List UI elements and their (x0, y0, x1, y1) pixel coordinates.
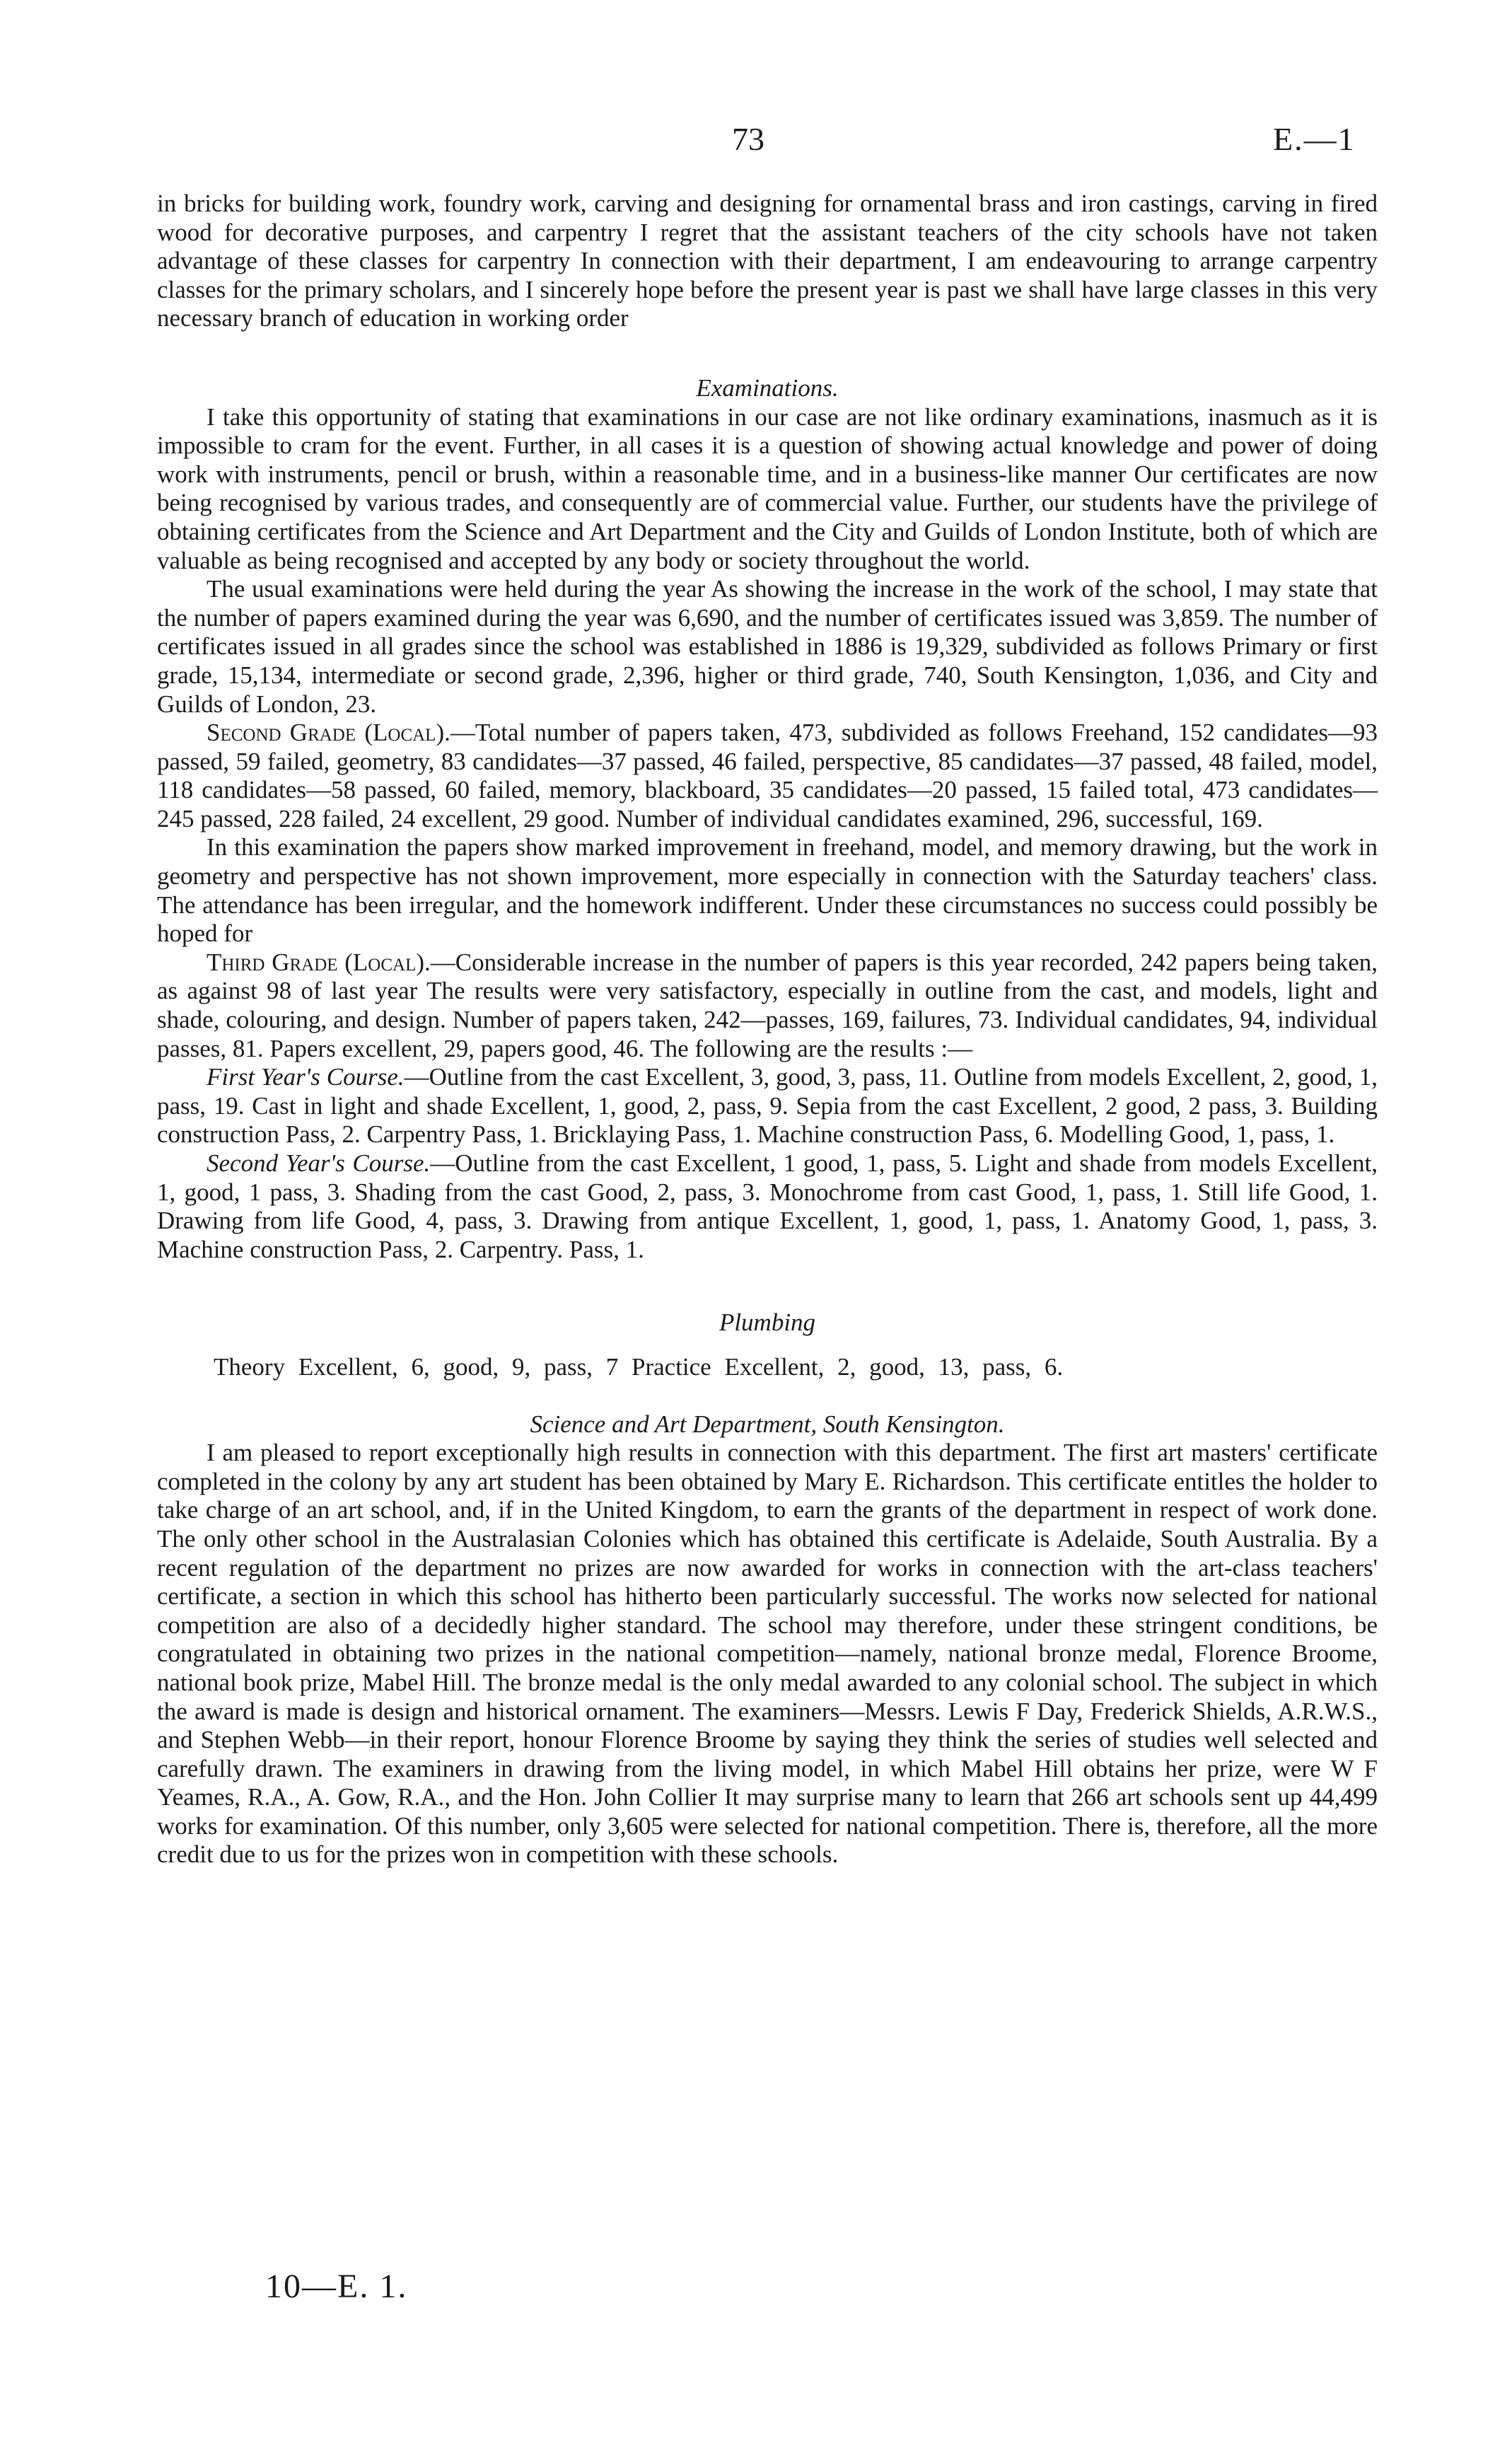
second-grade-paragraph (157, 719, 1378, 833)
first-year-paragraph (157, 1063, 1378, 1149)
page-number: 73 (732, 121, 764, 157)
first-year-label: First Year's Course. (207, 1063, 405, 1091)
second-year-text: —Outline from the cast Excellent, 1 good, 1, pass, 5. Light and shade from models Excellent, 1, good, 1 pass, 3. Shading from the cast Good, 2, pass, 3. Monochrome from cast Good, 1, pass, 1. Still life Good, 1. Drawing from life Good, 4, pass, 3. Drawing from antique Excellent, 1, good, 1, pass, 1. Anatomy Good, 1, pass, 3. Machine construction Pass, 2. Carpentry. Pass, 1. (157, 1149, 1378, 1263)
plumbing-results: Theory Excellent, 6, good, 9, pass, 7 Practice Excellent, 2, good, 13, pass, 6. (214, 1352, 1064, 1381)
third-grade-label: Third Grade (Local). (207, 948, 431, 976)
page-body (157, 190, 1378, 1869)
examinations-paragraph-2: The usual examinations were held during the year As showing the increase in the work of the school, I may state that the number of papers examined during the year was 6,690, and the number of certificates issued was 3,859. The number of certificates issued in all grades since the school was established in 1886 is 19,329, subdivided as follows Primary or first grade, 15,134, intermediate or second grade, 2,396, higher or third grade, 740, South Kensington, 1,036, and City and Guilds of London, 23. (157, 575, 1378, 718)
second-grade-text: —Total number of papers taken, 473, subdivided as follows Freehand, 152 candidates—93 passed, 59 failed, geometry, 83 candidates—37 passed, 46 failed, perspective, 85 candidates—37 passed, 48 failed, model, 118 candidates—58 passed, 60 failed, memory, blackboard, 35 candidates—20 passed, 15 failed total, 473 candidates—245 passed, 228 failed, 24 excellent, 29 good. Number of individual candidates examined, 296, successful, 169. (157, 719, 1378, 833)
plumbing-heading: Plumbing (719, 1309, 816, 1337)
science-art-heading: Science and Art Department, South Kensington. (530, 1410, 1005, 1438)
third-grade-text: —Considerable increase in the number of papers is this year recorded, 242 papers being taken, as against 98 of last year The results were very satisfactory, especially in outline from the cast, and models, light and shade, colouring, and design. Number of papers taken, 242—passes, 169, failures, 73. Individual candidates, 94, individual passes, 81. Papers excellent, 29, papers good, 46. The following are the results :— (157, 948, 1378, 1062)
first-year-text: —Outline from the cast Excellent, 3, good, 3, pass, 11. Outline from models Excellent, 2, good, 1, pass, 19. Cast in light and shade Excellent, 1, good, 2, pass, 9. Sepia from the cast Excellent, 2 good, 2 pass, 3. Building construction Pass, 2. Carpentry Pass, 1. Bricklaying Pass, 1. Machine construction Pass, 6. Modelling Good, 1, pass, 1. (157, 1063, 1378, 1149)
second-year-paragraph (157, 1149, 1378, 1264)
science-art-paragraph: I am pleased to report exceptionally high results in connection with this department. The first art masters' certificate completed in the colony by any art student has been obtained by Mary E. Richardson. This certificate entitles the holder to take charge of an art school, and, if in the United Kingdom, to earn the grants of the department in respect of work done. The only other school in the Australasian Colonies which has obtained this certificate is Adelaide, South Australia. By a recent regulation of the department no prizes are now awarded for works in connection with the art-class teachers' certificate, a section in which this school has hitherto been particularly successful. The works now selected for national competition are also of a decidedly higher standard. The school may therefore, under these stringent conditions, be congratulated in obtaining two prizes in the national competition—namely, national bronze medal, Florence Broome, national book prize, Mabel Hill. The bronze medal is the only medal awarded to any colonial school. The subject in which the award is made is design and historical ornament. The examiners—Messrs. Lewis F Day, Frederick Shields, A.R.W.S., and Stephen Webb—in their report, honour Florence Broome by saying they think the series of studies well selected and carefully drawn. The examiners in drawing from the living model, in which Mabel Hill obtains her prize, were W F Yeames, R.A., A. Gow, R.A., and the Hon. John Collier It may surprise many to learn that 266 art schools sent up 44,499 works for examination. Of this number, only 3,605 were selected for national competition. There is, therefore, all the more credit due to us for the prizes won in competition with these schools. (157, 1439, 1378, 1869)
examinations-heading: Examinations. (696, 373, 839, 402)
intro-paragraph: in bricks for building work, foundry work, carving and designing for ornamental brass and iron castings, carving in fired wood for decorative purposes, and carpentry I regret that the assistant teachers of the city schools have not taken advantage of these classes for carpentry In connection with their department, I am endeavouring to arrange carpentry classes for the primary scholars, and I sincerely hope before the present year is past we shall have large classes in this very necessary branch of education in working order (157, 190, 1378, 332)
second-grade-label: Second Grade (Local). (207, 719, 450, 747)
page-header (0, 120, 1512, 163)
second-year-label: Second Year's Course. (207, 1149, 431, 1177)
footer-signature: 10—E. 1. (265, 2268, 408, 2305)
examinations-paragraph-4: In this examination the papers show marked improvement in freehand, model, and memory drawing, but the work in geometry and perspective has not shown improvement, more especially in connection with the Saturday teachers' class. The attendance has been irregular, and the homework indifferent. Under these circumstances no success could possibly be hoped for (157, 833, 1378, 948)
document-reference: E.—1 (1273, 121, 1356, 157)
third-grade-paragraph (157, 949, 1378, 1063)
examinations-paragraph-1: I take this opportunity of stating that examinations in our case are not like ordinary examinations, inasmuch as it is impossible to cram for the event. Further, in all cases it is a question of showing actual knowledge and power of doing work with instruments, pencil or brush, within a reasonable time, and in a business-like manner Our certificates are now being recognised by various trades, and consequently are of commercial value. Further, our students have the privilege of obtaining certificates from the Science and Art Department and the City and Guilds of London Institute, both of which are valuable as being recognised and accepted by any body or society throughout the world. (157, 402, 1378, 574)
